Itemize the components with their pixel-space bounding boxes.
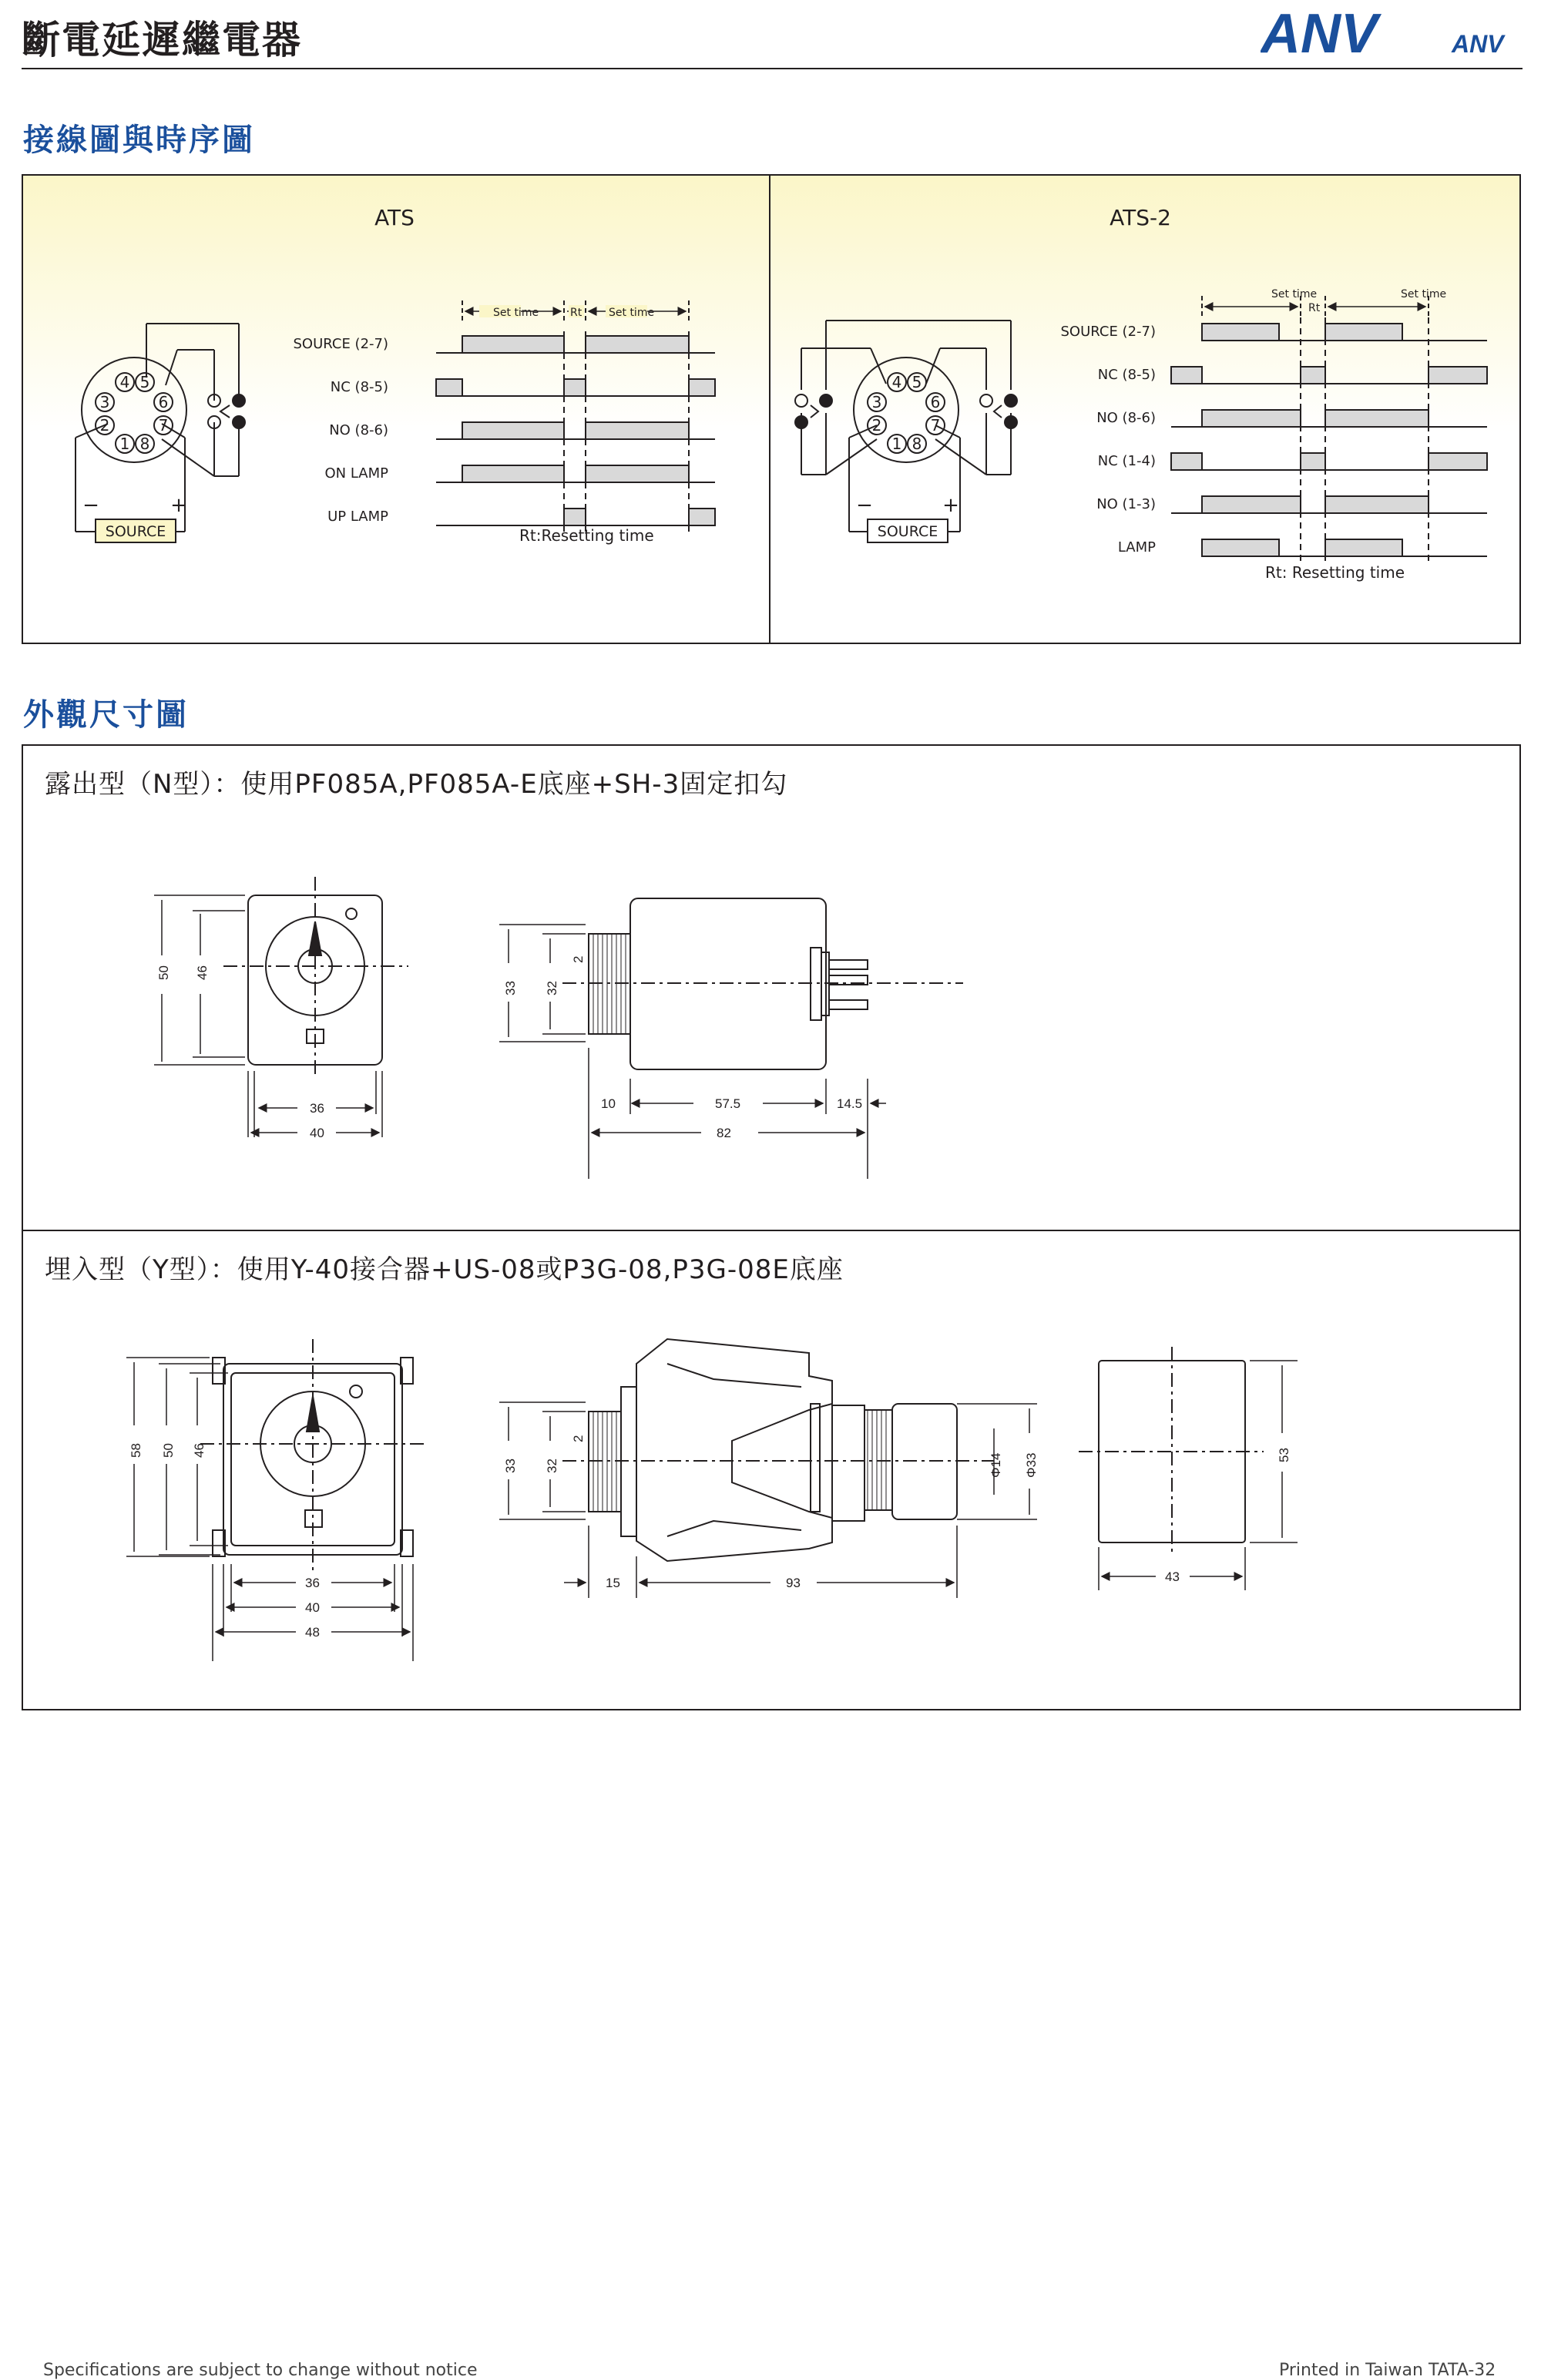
ats2-plus-label: +: [942, 494, 959, 517]
dim-n-32: 32: [545, 981, 559, 995]
type-y-caption: 埋入型（Y型）：使用Y-40接合器+US-08或P3G-08,P3G-08E底座: [45, 1254, 844, 1285]
ats-row-up-lamp: UP LAMP: [327, 509, 388, 525]
ats2-set-time-1: Set time: [1271, 288, 1318, 300]
ats2-set-time-2: Set time: [1401, 288, 1447, 300]
ats2-pin-6-label: 6: [930, 393, 941, 411]
dim-y-48: 48: [305, 1625, 320, 1640]
ats2-timing-labels: [1061, 324, 1157, 556]
ats-row-nc: NC (8-5): [330, 379, 388, 395]
dim-y-53: 53: [1277, 1448, 1291, 1462]
ats2-pin-2-label: 2: [871, 416, 882, 435]
ats2-row-nc-85: NC (8-5): [1097, 367, 1156, 383]
dim-y-50: 50: [161, 1443, 176, 1458]
ats-set-time-1: Set time: [493, 307, 539, 319]
ats-timing-chart: [436, 300, 715, 532]
dim-n-50: 50: [156, 965, 171, 980]
dim-n-36: 36: [310, 1101, 324, 1116]
logo-text-large: ANV: [1261, 5, 1378, 65]
ats-pin-5-label: 5: [139, 373, 150, 391]
ats2-row-no-86: NO (8-6): [1096, 410, 1156, 426]
ats-pin-4-label: 4: [119, 373, 130, 391]
dim-y-58: 58: [129, 1443, 143, 1458]
dim-y-40: 40: [305, 1600, 320, 1615]
dim-y-15: 15: [606, 1576, 620, 1590]
ats-source-label: SOURCE: [105, 523, 166, 540]
ats-rt-marker: Rt: [570, 307, 582, 319]
dim-y-phi14: Φ14: [989, 1452, 1003, 1478]
ats2-pin-1-label: 1: [891, 435, 902, 453]
ats2-row-no-13: NO (1-3): [1096, 496, 1156, 512]
ats-pin-7-label: 7: [158, 416, 169, 435]
dim-n-57-5: 57.5: [715, 1096, 741, 1111]
dim-y-43: 43: [1165, 1569, 1180, 1584]
dim-y-32: 32: [545, 1459, 559, 1473]
dim-n-10: 10: [601, 1096, 616, 1111]
ats-pin-8-label: 8: [139, 435, 150, 453]
ats-pin-labels: [96, 373, 173, 453]
type-n-panel: [22, 744, 1521, 1231]
ats-pin-1-label: 1: [119, 435, 130, 453]
ats2-row-lamp: LAMP: [1117, 539, 1156, 556]
dim-n-14-5: 14.5: [837, 1096, 863, 1111]
ats-plus-label: +: [170, 494, 187, 517]
page-title: 斷電延遲繼電器: [22, 18, 302, 62]
ats-row-on-lamp: ON LAMP: [324, 465, 388, 482]
section-title-outline: 外觀尺寸圖: [23, 697, 189, 733]
ats2-source-label: SOURCE: [877, 523, 938, 540]
ats2-pin-8-label: 8: [912, 435, 922, 453]
type-n-caption: 露出型（N型）：使用PF085A,PF085A-E底座+SH-3固定扣勾: [45, 769, 788, 800]
ats-row-no: NO (8-6): [329, 422, 388, 438]
ats-pin-2-label: 2: [99, 416, 110, 435]
ats-pin-6-label: 6: [158, 393, 169, 411]
dim-n-46: 46: [195, 965, 210, 980]
ats2-row-source: SOURCE (2-7): [1060, 324, 1156, 340]
ats2-pin-3-label: 3: [871, 393, 882, 411]
ats-row-source: SOURCE (2-7): [293, 336, 388, 352]
ats-timing-labels: [294, 336, 389, 525]
dim-n-2: 2: [571, 955, 586, 963]
ats2-timing-chart: [1171, 296, 1487, 562]
ats-set-time-2: Set time: [609, 307, 655, 319]
type-y-panel: [22, 1230, 1521, 1710]
dim-y-33: 33: [503, 1459, 518, 1473]
dim-n-40: 40: [310, 1126, 324, 1140]
ats-minus-label: −: [82, 494, 99, 517]
ats2-rt-marker: Rt: [1308, 302, 1321, 314]
ats-diagram: [76, 205, 715, 545]
dim-y-46: 46: [192, 1443, 206, 1458]
ats-pin-3-label: 3: [99, 393, 110, 411]
ats2-pin-labels: [868, 373, 945, 453]
ats2-minus-label: −: [856, 494, 873, 517]
ats-note: Rt:Resetting time: [519, 526, 654, 545]
section-title-wiring: 接線圖與時序圖: [23, 123, 255, 158]
dim-y-phi33: Φ33: [1024, 1452, 1039, 1478]
logo-text-small: ANV: [1452, 30, 1504, 58]
ats2-pin-7-label: 7: [930, 416, 941, 435]
ats2-socket: [795, 321, 1017, 542]
ats2-pin-4-label: 4: [891, 373, 902, 391]
ats2-row-nc-14: NC (1-4): [1097, 453, 1156, 469]
dim-y-93: 93: [786, 1576, 801, 1590]
dim-y-36: 36: [305, 1576, 320, 1590]
footer-print-info: Printed in Taiwan TATA-32: [1279, 2361, 1496, 2380]
dim-y-2: 2: [571, 1435, 586, 1442]
ats2-diagram: [795, 205, 1487, 582]
dim-n-33: 33: [503, 981, 518, 995]
ats2-note: Rt: Resetting time: [1265, 563, 1405, 582]
ats-title: ATS: [374, 205, 415, 230]
footer-notice: Specifications are subject to change without notice: [43, 2361, 478, 2380]
ats2-title: ATS-2: [1110, 205, 1171, 230]
dim-n-82: 82: [717, 1126, 731, 1140]
ats2-pin-5-label: 5: [912, 373, 922, 391]
